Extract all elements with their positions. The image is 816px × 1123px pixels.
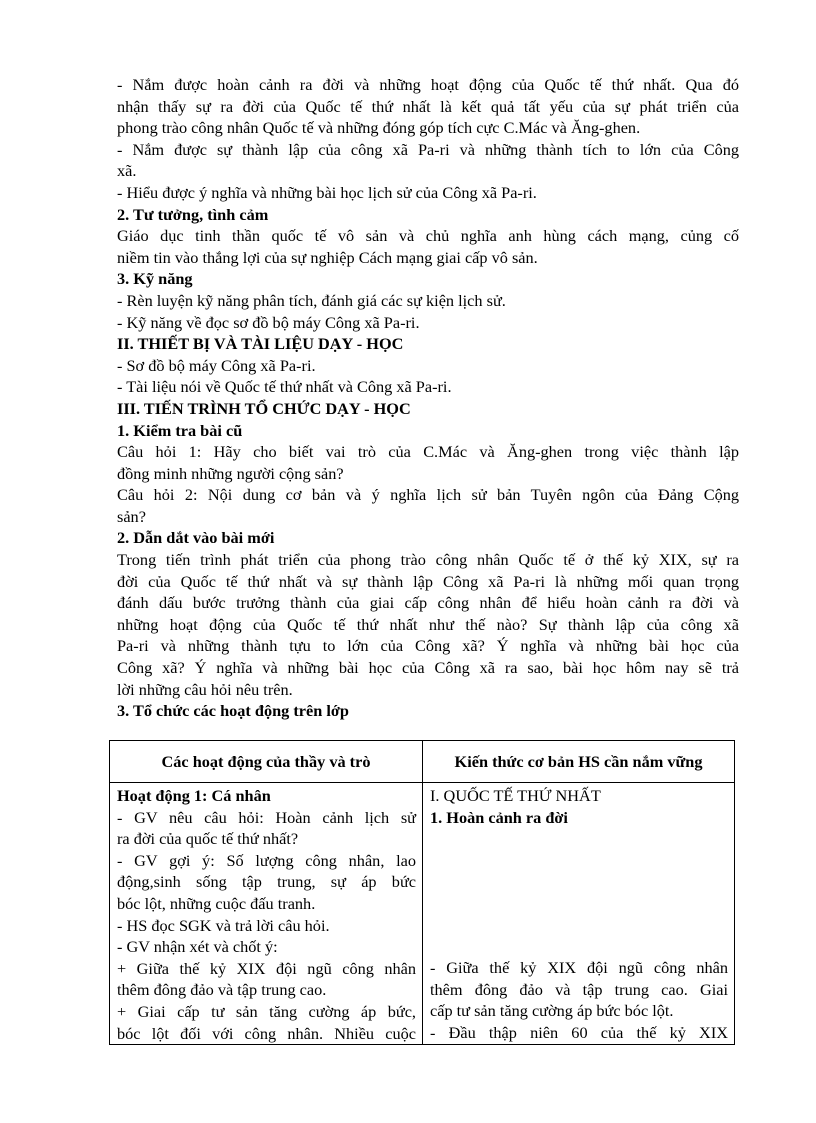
body-heading: III. TIẾN TRÌNH TỔ CHỨC DẠY - HỌC xyxy=(117,398,411,418)
activity-line: động,sinh sống tập trung, sự áp bức xyxy=(117,872,416,892)
body-line: đánh dấu bước trưởng thành của giai cấp công nhân để hiểu hoàn cảnh ra đời và xyxy=(117,593,739,613)
document-body xyxy=(117,74,739,722)
body-line: niềm tin vào thắng lợi của sự nghiệp Cách mạng giai cấp vô sản. xyxy=(117,247,538,267)
knowledge-line: I. QUỐC TẾ THỨ NHẤT xyxy=(430,786,601,805)
activity-line: - GV gợi ý: Số lượng công nhân, lao xyxy=(117,850,416,870)
knowledge-heading: 1. Hoàn cảnh ra đời xyxy=(430,807,568,827)
header-activities: Các hoạt động của thầy và trò xyxy=(110,741,423,783)
body-heading: II. THIẾT BỊ VÀ TÀI LIỆU DẠY - HỌC xyxy=(117,334,404,354)
knowledge-line: thêm đông đảo và tập trung cao. Giai xyxy=(430,979,728,999)
body-line: đời của Quốc tế thứ nhất và sự thành lập Công xã Pa-ri là những mối quan trọng xyxy=(117,571,739,591)
table-header-row xyxy=(110,741,735,783)
activity-line: - GV nêu câu hỏi: Hoàn cảnh lịch sử xyxy=(117,807,416,827)
body-line: xã. xyxy=(117,161,137,181)
activity-line: bóc lột đối với công nhân. Nhiều cuộc xyxy=(117,1023,416,1043)
activity-line: + Giai cấp tư sản tăng cường áp bức, xyxy=(117,1001,416,1021)
body-heading: 1. Kiểm tra bài cũ xyxy=(117,420,243,440)
activity-line: thêm đông đảo và tập trung cao. xyxy=(117,980,327,1000)
body-line: - Sơ đồ bộ máy Công xã Pa-ri. xyxy=(117,355,316,375)
body-line: nhận thấy sự ra đời của Quốc tế thứ nhất là kết quả tất yếu của sự phát triển của xyxy=(117,96,739,116)
body-line: - Tài liệu nói về Quốc tế thứ nhất và Công xã Pa-ri. xyxy=(117,377,452,397)
body-line: đồng minh những người cộng sản? xyxy=(117,463,344,483)
knowledge-line: cấp tư sản tăng cường áp bức bóc lột. xyxy=(430,1001,674,1021)
activity-line: + Giữa thế kỷ XIX đội ngũ công nhân xyxy=(117,958,416,978)
body-line: - Kỹ năng về đọc sơ đồ bộ máy Công xã Pa-ri. xyxy=(117,312,420,332)
body-line: Pa-ri và những thành tựu to lớn của Công xã? Ý nghĩa và những bài học của xyxy=(117,636,739,656)
body-line: Trong tiến trình phát triển của phong trào công nhân Quốc tế ở thế kỷ XIX, sự ra xyxy=(117,550,739,570)
body-line: phong trào công nhân Quốc tế và những đóng góp tích cực C.Mác và Ăng-ghen. xyxy=(117,118,641,138)
activity-line: - HS đọc SGK và trả lời câu hỏi. xyxy=(117,915,330,935)
activity-line: ra đời của quốc tế thứ nhất? xyxy=(117,829,299,849)
body-line: - Nắm được sự thành lập của công xã Pa-ri và những thành tích to lớn của Công xyxy=(117,139,739,159)
table-row xyxy=(110,783,735,1045)
body-heading: 3. Tổ chức các hoạt động trên lớp xyxy=(117,701,349,721)
knowledge-line: - Giữa thế kỷ XIX đội ngũ công nhân xyxy=(430,958,728,978)
activity-line: bóc lột, những cuộc đấu tranh. xyxy=(117,893,316,913)
body-line: những hoạt động của Quốc tế thứ nhất như thế nào? Sự thành lập của công xã xyxy=(117,614,739,634)
body-line: - Nắm được hoàn cảnh ra đời và những hoạt động của Quốc tế thứ nhất. Qua đó xyxy=(117,75,739,94)
knowledge-line: - Đầu thập niên 60 của thế kỷ XIX xyxy=(430,1022,728,1042)
body-line: sản? xyxy=(117,506,146,526)
body-line: Giáo dục tinh thần quốc tế vô sản và chủ nghĩa anh hùng cách mạng, củng cố xyxy=(117,226,739,246)
body-line: Câu hỏi 2: Nội dung cơ bản và ý nghĩa lịch sử bản Tuyên ngôn của Đảng Cộng xyxy=(117,485,739,505)
knowledge-cell xyxy=(423,783,735,1045)
body-line: - Rèn luyện kỹ năng phân tích, đánh giá các sự kiện lịch sử. xyxy=(117,290,506,310)
body-line: lời những câu hỏi nêu trên. xyxy=(117,679,293,699)
body-line: Câu hỏi 1: Hãy cho biết vai trò của C.Mác và Ăng-ghen trong việc thành lập xyxy=(117,442,739,462)
activities-cell xyxy=(110,783,423,1045)
body-heading: 2. Tư tưởng, tình cảm xyxy=(117,204,269,224)
body-heading: 2. Dẫn dắt vào bài mới xyxy=(117,528,275,548)
body-line: Công xã? Ý nghĩa và những bài học của Công xã ra sao, bài học hôm nay sẽ trả xyxy=(117,658,739,678)
body-heading: 3. Kỹ năng xyxy=(117,269,193,289)
header-knowledge: Kiến thức cơ bản HS cần nắm vững xyxy=(423,741,735,783)
activity-heading: Hoạt động 1: Cá nhân xyxy=(117,786,271,805)
activity-line: - GV nhận xét và chốt ý: xyxy=(117,937,278,957)
body-line: - Hiểu được ý nghĩa và những bài học lịch sử của Công xã Pa-ri. xyxy=(117,182,537,202)
lesson-table xyxy=(109,740,735,1045)
